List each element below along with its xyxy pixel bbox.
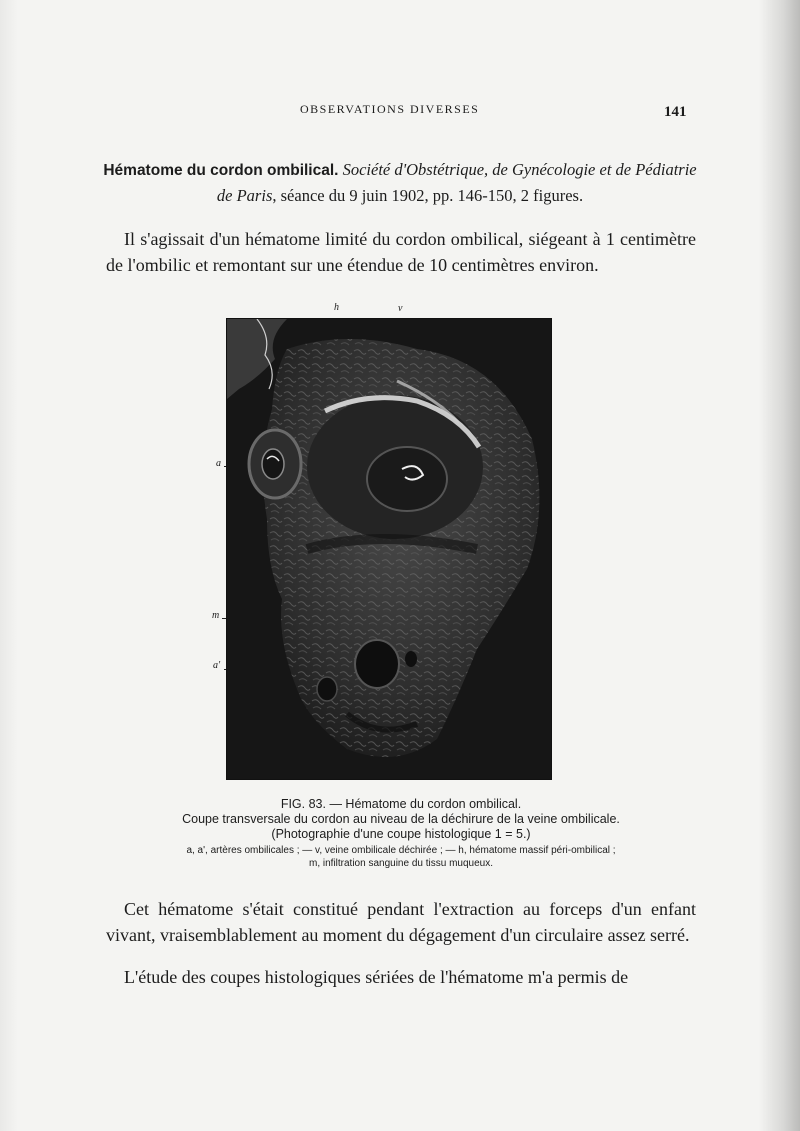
histology-photograph	[226, 318, 552, 780]
citation-society: Société d'Obstétrique, de Gynécologie et de Pédiatrie de Paris	[216, 160, 697, 205]
figure-label-v: v	[398, 303, 403, 314]
figure-legend-line-1: a, a', artères ombilicales ; — v, veine ombilicale déchirée ; — h, hématome massif péri-ombilical ;	[186, 845, 616, 856]
page-number: 141	[664, 104, 687, 120]
histology-section-drawing	[227, 319, 551, 779]
citation-title: Hématome du cordon ombilical.	[103, 162, 339, 179]
paragraph-1	[106, 226, 696, 278]
paragraph-1-text: Il s'agissait d'un hématome limité du cordon ombilical, siégeant à 1 centimètre de l'ombilic et remontant sur une étendue de 10 centimètres environ.	[106, 229, 696, 275]
figure-label-m: m	[212, 610, 220, 621]
figure-label-a: a	[216, 458, 221, 469]
figure-label-h: h	[334, 302, 339, 313]
paragraph-3	[106, 964, 696, 990]
figure-caption-title: FIG. 83. — Hématome du cordon ombilical.	[280, 797, 522, 811]
figure-legend-line-2: m, infiltration sanguine du tissu muqueux.	[309, 858, 493, 869]
citation-details: , séance du 9 juin 1902, pp. 146-150, 2 figures.	[272, 186, 584, 205]
citation	[100, 157, 700, 208]
figure-caption-line-3: (Photographie d'une coupe histologique 1 = 5.)	[271, 827, 531, 841]
paragraph-2-text: Cet hématome s'était constitué pendant l'extraction au forceps d'un enfant vivant, vraisemblablement au moment du dégagement d'un circulaire assez serré.	[106, 899, 696, 945]
paragraph-3-text: L'étude des coupes histologiques sériées de l'hématome m'a permis de	[124, 967, 629, 987]
figure-caption-line-2: Coupe transversale du cordon au niveau de la déchirure de la veine ombilicale.	[182, 812, 620, 826]
page-edge-shadow	[758, 0, 800, 1131]
paragraph-2	[106, 896, 696, 948]
figure-label-a-prime: a'	[213, 660, 221, 671]
running-title: OBSERVATIONS DIVERSES	[300, 102, 480, 116]
umbilical-artery-a-prime	[355, 640, 399, 688]
